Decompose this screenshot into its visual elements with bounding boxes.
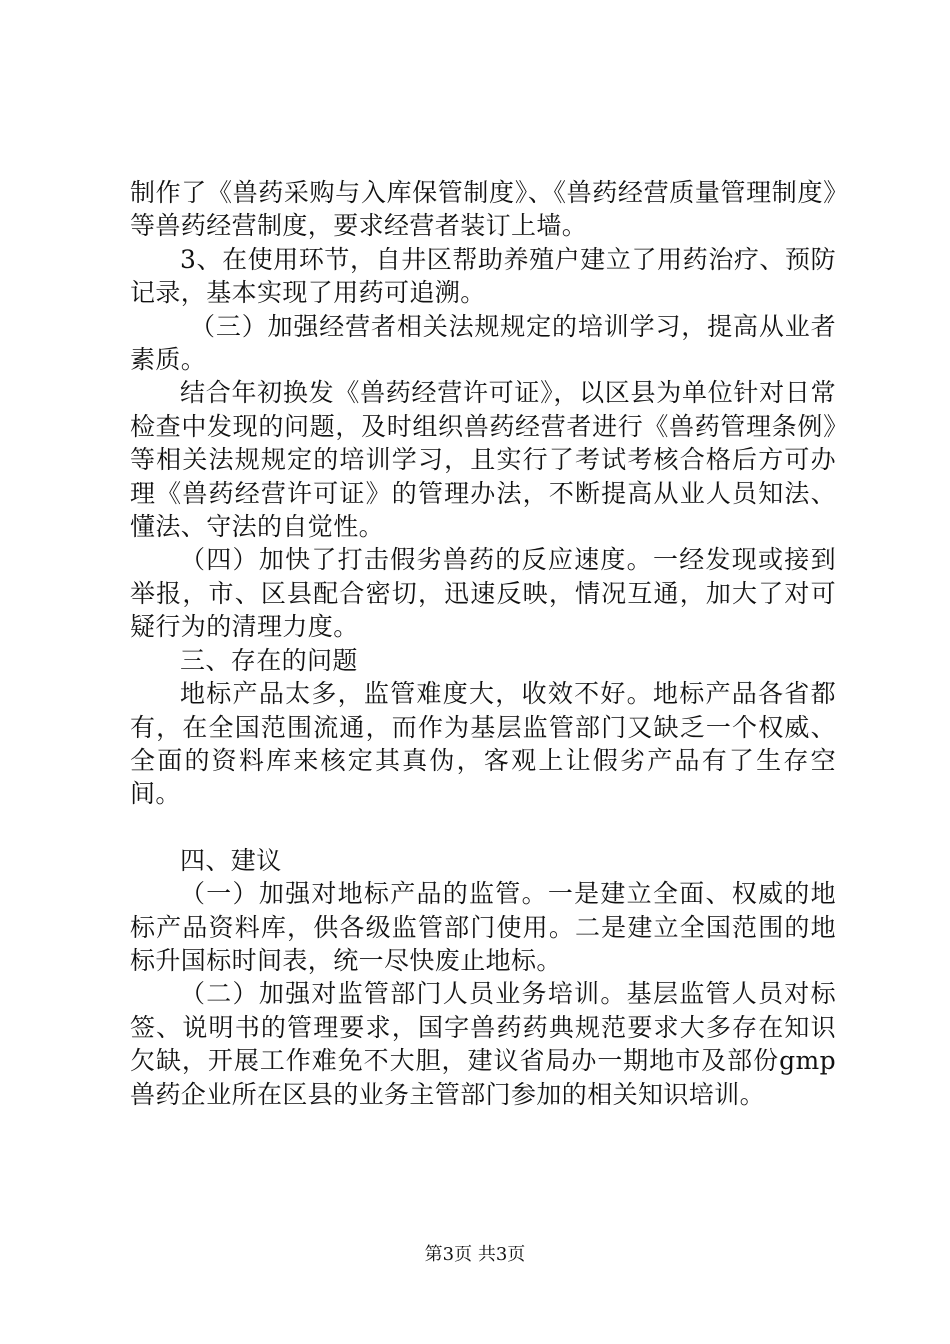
paragraph-suggestion-2: （二）加强对监管部门人员业务培训。基层监管人员对标签、说明书的管理要求，国字兽药药典规范要求大多存在知识欠缺，开展工作难免不大胆，建议省局办一期地市及部份gmp兽药企业所在区县的业务主管部门参加的相关知识培训。 bbox=[130, 979, 836, 1109]
paragraph-license-training: 结合年初换发《兽药经营许可证》，以区县为单位针对日常检查中发现的问题，及时组织兽药经营者进行《兽药管理条例》等相关法规规定的培训学习，且实行了考试考核合格后方可办理《兽药经营许可证》的管理办法，不断提高从业人员知法、懂法、守法的自觉性。 bbox=[130, 378, 836, 542]
page-number: 第3页 共3页 bbox=[424, 1244, 526, 1265]
paragraph-problems: 地标产品太多，监管难度大，收效不好。地标产品各省都有，在全国范围流通，而作为基层监管部门又缺乏一个权威、全面的资料库来核定其真伪，客观上让假劣产品有了生存空间。 bbox=[130, 679, 836, 809]
paragraph-heading-crackdown: （四）加快了打击假劣兽药的反应速度。一经发现或接到举报，市、区县配合密切，迅速反映，情况互通，加大了对可疑行为的清理力度。 bbox=[130, 545, 836, 642]
document-body bbox=[130, 176, 836, 1111]
paragraph-usage-stage: 3、在使用环节，自井区帮助养殖户建立了用药治疗、预防记录，基本实现了用药可追溯。 bbox=[130, 244, 836, 308]
paragraph-heading-training: （三）加强经营者相关法规规定的培训学习，提高从业者素质。 bbox=[130, 311, 836, 375]
section-heading-suggestions: 四、建议 bbox=[180, 845, 282, 875]
paragraph-management-rules: 制作了《兽药采购与入库保管制度》、《兽药经营质量管理制度》等兽药经营制度，要求经营者装订上墙。 bbox=[130, 178, 836, 241]
section-heading-problems: 三、存在的问题 bbox=[180, 645, 358, 675]
page-footer bbox=[0, 1243, 950, 1267]
paragraph-suggestion-1: （一）加强对地标产品的监管。一是建立全面、权威的地标产品资料库，供各级监管部门使用。二是建立全国范围的地标升国标时间表，统一尽快废止地标。 bbox=[130, 879, 836, 975]
